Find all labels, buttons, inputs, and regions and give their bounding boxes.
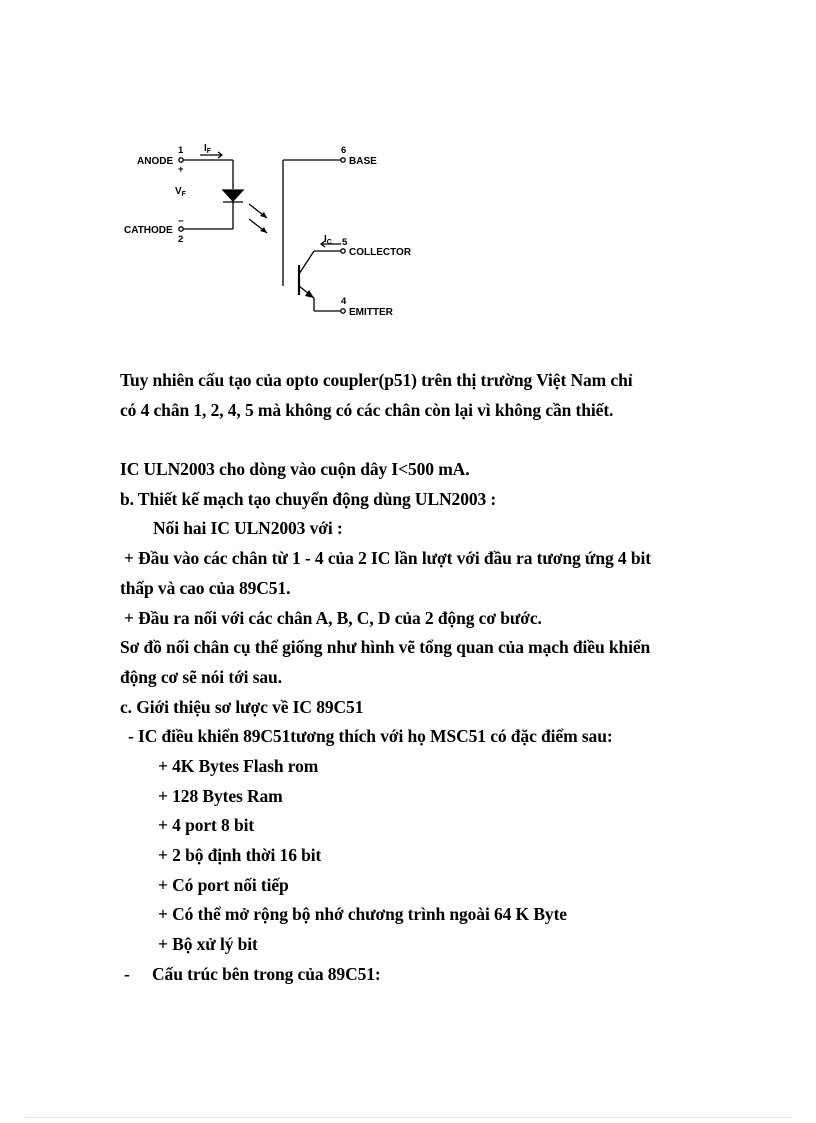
text-line: + Đầu ra nối với các chân A, B, C, D của 2 động cơ bước. bbox=[124, 607, 542, 628]
base-terminal bbox=[341, 158, 345, 162]
blank-line bbox=[120, 425, 710, 455]
if-label: $I_F$ bbox=[204, 143, 212, 155]
feature-item: + 4 port 8 bit bbox=[158, 815, 255, 836]
emitter-terminal bbox=[341, 309, 345, 313]
feature-item: + 128 Bytes Ram bbox=[158, 785, 283, 806]
section-heading-b: b. Thiết kế mạch tạo chuyển động dùng ULN2003 : bbox=[120, 488, 497, 509]
feature-item: + Bộ xử lý bit bbox=[158, 934, 258, 955]
base-label: BASE bbox=[349, 156, 377, 167]
cathode-terminal bbox=[179, 227, 183, 231]
pin-5-label: 5 bbox=[342, 237, 348, 248]
section-heading-c: c. Giới thiệu sơ lược về IC 89C51 bbox=[120, 696, 364, 717]
text-line: Nối hai IC ULN2003 với : bbox=[153, 518, 343, 539]
text-line: + Đầu vào các chân từ 1 - 4 của 2 IC lần lượt với đầu ra tương ứng 4 bit bbox=[124, 548, 651, 569]
pin-1-label: 1 bbox=[178, 145, 184, 156]
paragraph-line: có 4 chân 1, 2, 4, 5 mà không có các chân còn lại vì không cần thiết. bbox=[120, 399, 614, 420]
pin-2-label: 2 bbox=[178, 234, 184, 245]
text-line: động cơ sẽ nói tới sau. bbox=[120, 666, 282, 687]
anode-terminal bbox=[179, 158, 183, 162]
text-line: IC ULN2003 cho dòng vào cuộn dây I<500 mA. bbox=[120, 459, 470, 480]
plus-sign: + bbox=[178, 164, 184, 175]
dash-bullet: - bbox=[124, 963, 130, 984]
cathode-label: CATHODE bbox=[124, 225, 173, 236]
collector-terminal bbox=[341, 249, 345, 253]
pin-6-label: 6 bbox=[341, 145, 347, 156]
page-footer-rule bbox=[24, 1117, 792, 1118]
minus-sign: − bbox=[178, 216, 184, 227]
text-line: - IC điều khiển 89C51tương thích với họ MSC51 có đặc điểm sau: bbox=[128, 726, 613, 747]
pin-4-label: 4 bbox=[341, 296, 347, 307]
document-body bbox=[120, 366, 710, 989]
feature-item: + 4K Bytes Flash rom bbox=[158, 755, 319, 776]
led-diode-icon bbox=[223, 190, 243, 201]
text-line: thấp và cao của 89C51. bbox=[120, 577, 291, 598]
feature-item: + Có port nối tiếp bbox=[158, 874, 289, 895]
text-line: Sơ đồ nối chân cụ thể giống như hình vẽ tổng quan của mạch điều khiển bbox=[120, 637, 651, 658]
last-heading-text: Cấu trúc bên trong của 89C51: bbox=[152, 963, 381, 984]
feature-item: + 2 bộ định thời 16 bit bbox=[158, 845, 322, 865]
optocoupler-diagram bbox=[118, 138, 428, 323]
vf-label: $V_F$ bbox=[175, 186, 186, 198]
collector-label: COLLECTOR bbox=[349, 247, 412, 258]
anode-label: ANODE bbox=[137, 156, 174, 167]
ic-label: $I_C$ bbox=[324, 234, 332, 246]
paragraph-line: Tuy nhiên cấu tạo của opto coupler(p51) trên thị trường Việt Nam chỉ bbox=[120, 370, 633, 390]
feature-item: + Có thể mở rộng bộ nhớ chương trình ngoài 64 K Byte bbox=[158, 904, 567, 925]
last-heading bbox=[120, 960, 710, 990]
emitter-label: EMITTER bbox=[349, 307, 393, 318]
